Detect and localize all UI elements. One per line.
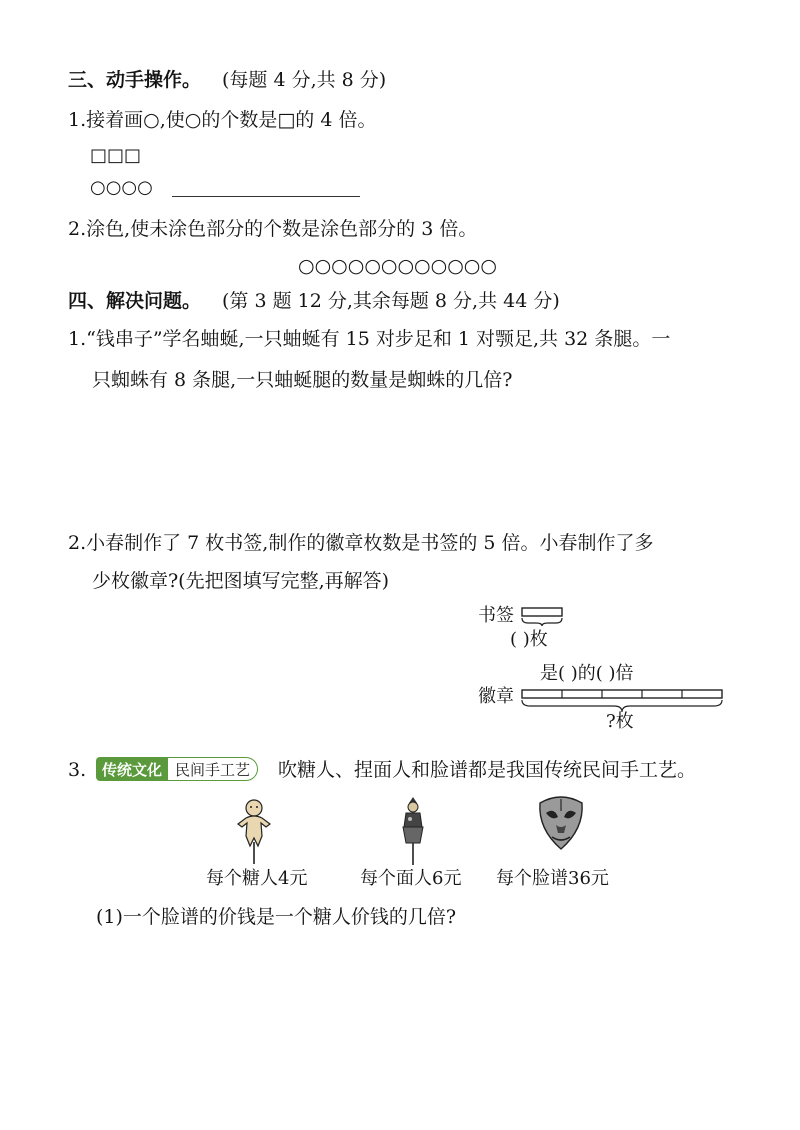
q1-squares: □□□ bbox=[90, 145, 142, 166]
caption-dough-figure: 每个面人6元 bbox=[360, 868, 462, 889]
bookmark-label: 书签 bbox=[478, 605, 514, 626]
section3-title: 三、动手操作。 bbox=[68, 69, 202, 91]
badge-label: 徽章 bbox=[478, 686, 514, 707]
section4-q3-intro: 吹糖人、捏面人和脸谱都是我国传统民间手工艺。 bbox=[278, 759, 697, 781]
q1-circles: ○○○○ bbox=[90, 177, 153, 198]
opera-mask-icon bbox=[536, 795, 586, 851]
sugar-figure-icon bbox=[236, 798, 272, 864]
section4-q3-number: 3. bbox=[68, 759, 87, 781]
badge-question: ?枚 bbox=[606, 711, 634, 732]
bookmark-blank[interactable]: ( )枚 bbox=[510, 629, 548, 650]
q1-answer-line[interactable] bbox=[172, 196, 360, 197]
tag-folk-craft: 民间手工艺 bbox=[168, 757, 258, 781]
relation-blank[interactable]: 是( )的( )倍 bbox=[540, 663, 634, 684]
section4-q1-line2: 只蜘蛛有 8 条腿,一只蚰蜒腿的数量是蜘蛛的几倍? bbox=[92, 369, 513, 391]
section4-q3-sub1: (1)一个脸谱的价钱是一个糖人价钱的几倍? bbox=[96, 906, 457, 928]
bookmark-bar bbox=[520, 606, 570, 626]
section3-q1-text: 1.接着画○,使○的个数是□的 4 倍。 bbox=[68, 109, 377, 131]
dough-figure-icon bbox=[398, 795, 428, 865]
section4-q2-line1: 2.小春制作了 7 枚书签,制作的徽章枚数是书签的 5 倍。小春制作了多 bbox=[68, 532, 654, 554]
tag-traditional-culture: 传统文化 bbox=[96, 757, 168, 781]
section4-q2-line2: 少枚徽章?(先把图填写完整,再解答) bbox=[92, 570, 390, 592]
caption-sugar-figure: 每个糖人4元 bbox=[206, 868, 308, 889]
section4-q1-line1: 1.“钱串子”学名蚰蜒,一只蚰蜒有 15 对步足和 1 对颚足,共 32 条腿。一 bbox=[68, 328, 671, 350]
caption-opera-mask: 每个脸谱36元 bbox=[496, 868, 609, 889]
section3-q2-text: 2.涂色,使未涂色部分的个数是涂色部分的 3 倍。 bbox=[68, 218, 478, 240]
section3-score: (每题 4 分,共 8 分) bbox=[222, 69, 387, 91]
section4-title: 四、解决问题。 bbox=[68, 290, 202, 312]
section4-score: (第 3 题 12 分,其余每题 8 分,共 44 分) bbox=[222, 290, 560, 312]
q3-tag bbox=[96, 757, 258, 781]
q2-circles[interactable]: ○○○○○○○○○○○○ bbox=[298, 255, 497, 277]
